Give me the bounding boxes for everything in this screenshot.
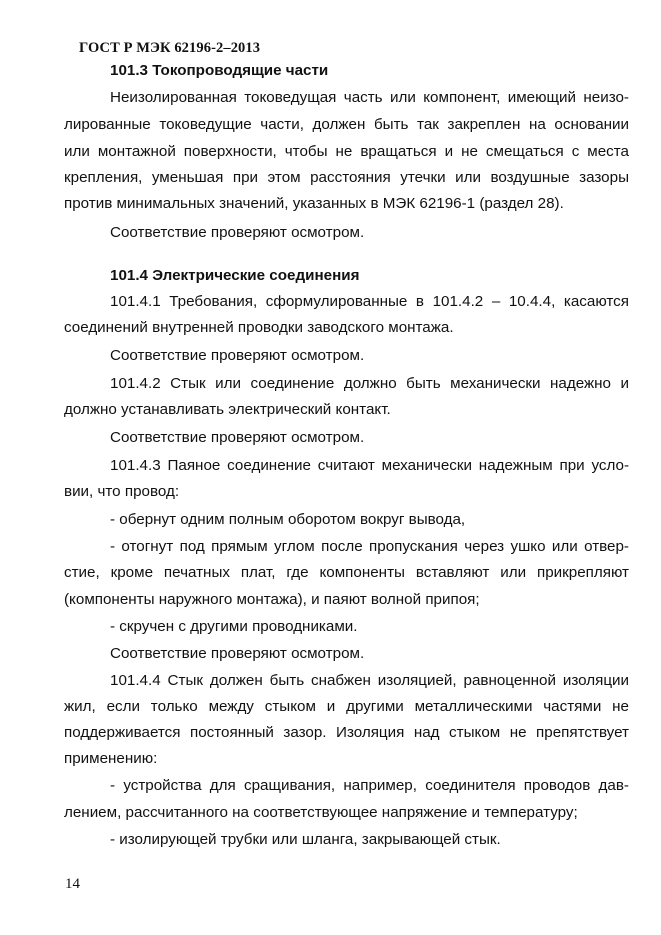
section-heading-101-4: 101.4 Электрические соединения: [110, 267, 360, 284]
paragraph-line: против минимальных значений, указанных в МЭК 62196-1 (раздел 28).: [64, 195, 564, 212]
paragraph-line: Соответствие проверяют осмотром.: [110, 347, 365, 364]
paragraph-line: поддерживается постоянный зазор. Изоляция над стыком не препятствует: [64, 724, 629, 741]
section-heading-101-3: 101.3 Токопроводящие части: [110, 62, 329, 79]
paragraph-line: вии, что провод:: [64, 483, 180, 500]
paragraph-line: лением, рассчитанного на соответствующее напряжение и температуру;: [64, 804, 578, 821]
list-item: - устройства для сращивания, например, соединителя проводов дав-: [110, 777, 629, 794]
list-item: - скручен с другими проводниками.: [110, 618, 358, 635]
paragraph-line: 101.4.3 Паяное соединение считают механически надежным при усло-: [110, 457, 629, 474]
paragraph-line: соединений внутренней проводки заводского монтажа.: [64, 319, 454, 336]
paragraph-line: 101.4.1 Требования, сформулированные в 101.4.2 – 10.4.4, касаются: [110, 293, 629, 310]
list-item: - отогнут под прямым углом после пропускания через ушко или отвер-: [110, 538, 629, 555]
paragraph-line: 101.4.4 Стык должен быть снабжен изоляцией, равноценной изоляции: [110, 672, 629, 689]
paragraph-line: применению:: [64, 750, 158, 767]
paragraph-line: или монтажной поверхности, чтобы не вращаться и не смещаться с места: [64, 143, 629, 160]
list-item: - обернут одним полным оборотом вокруг вывода,: [110, 511, 466, 528]
paragraph-line: лированные токоведущие части, должен быть так закреплен на основании: [64, 116, 629, 133]
document-header: ГОСТ Р МЭК 62196-2–2013: [79, 40, 261, 56]
paragraph-line: (компоненты наружного монтажа), и паяют волной припоя;: [64, 591, 480, 608]
paragraph-line: 101.4.2 Стык или соединение должно быть механически надежно и: [110, 375, 629, 392]
paragraph-line: Неизолированная токоведущая часть или компонент, имеющий неизо-: [110, 89, 629, 106]
paragraph-line: должно устанавливать электрический контакт.: [64, 401, 391, 418]
paragraph-line: стие, кроме печатных плат, где компоненты вставляют или прикрепляют: [64, 564, 629, 581]
paragraph-line: крепления, уменьшая при этом расстояния утечки или воздушные зазоры: [64, 169, 629, 186]
paragraph-line: Соответствие проверяют осмотром.: [110, 645, 365, 662]
paragraph-line: жил, если только между стыком и другими металлическими частями не: [64, 698, 629, 715]
paragraph-line: Соответствие проверяют осмотром.: [110, 224, 365, 241]
paragraph-line: Соответствие проверяют осмотром.: [110, 429, 365, 446]
page-number: 14: [65, 876, 80, 892]
list-item: - изолирующей трубки или шланга, закрывающей стык.: [110, 831, 501, 848]
